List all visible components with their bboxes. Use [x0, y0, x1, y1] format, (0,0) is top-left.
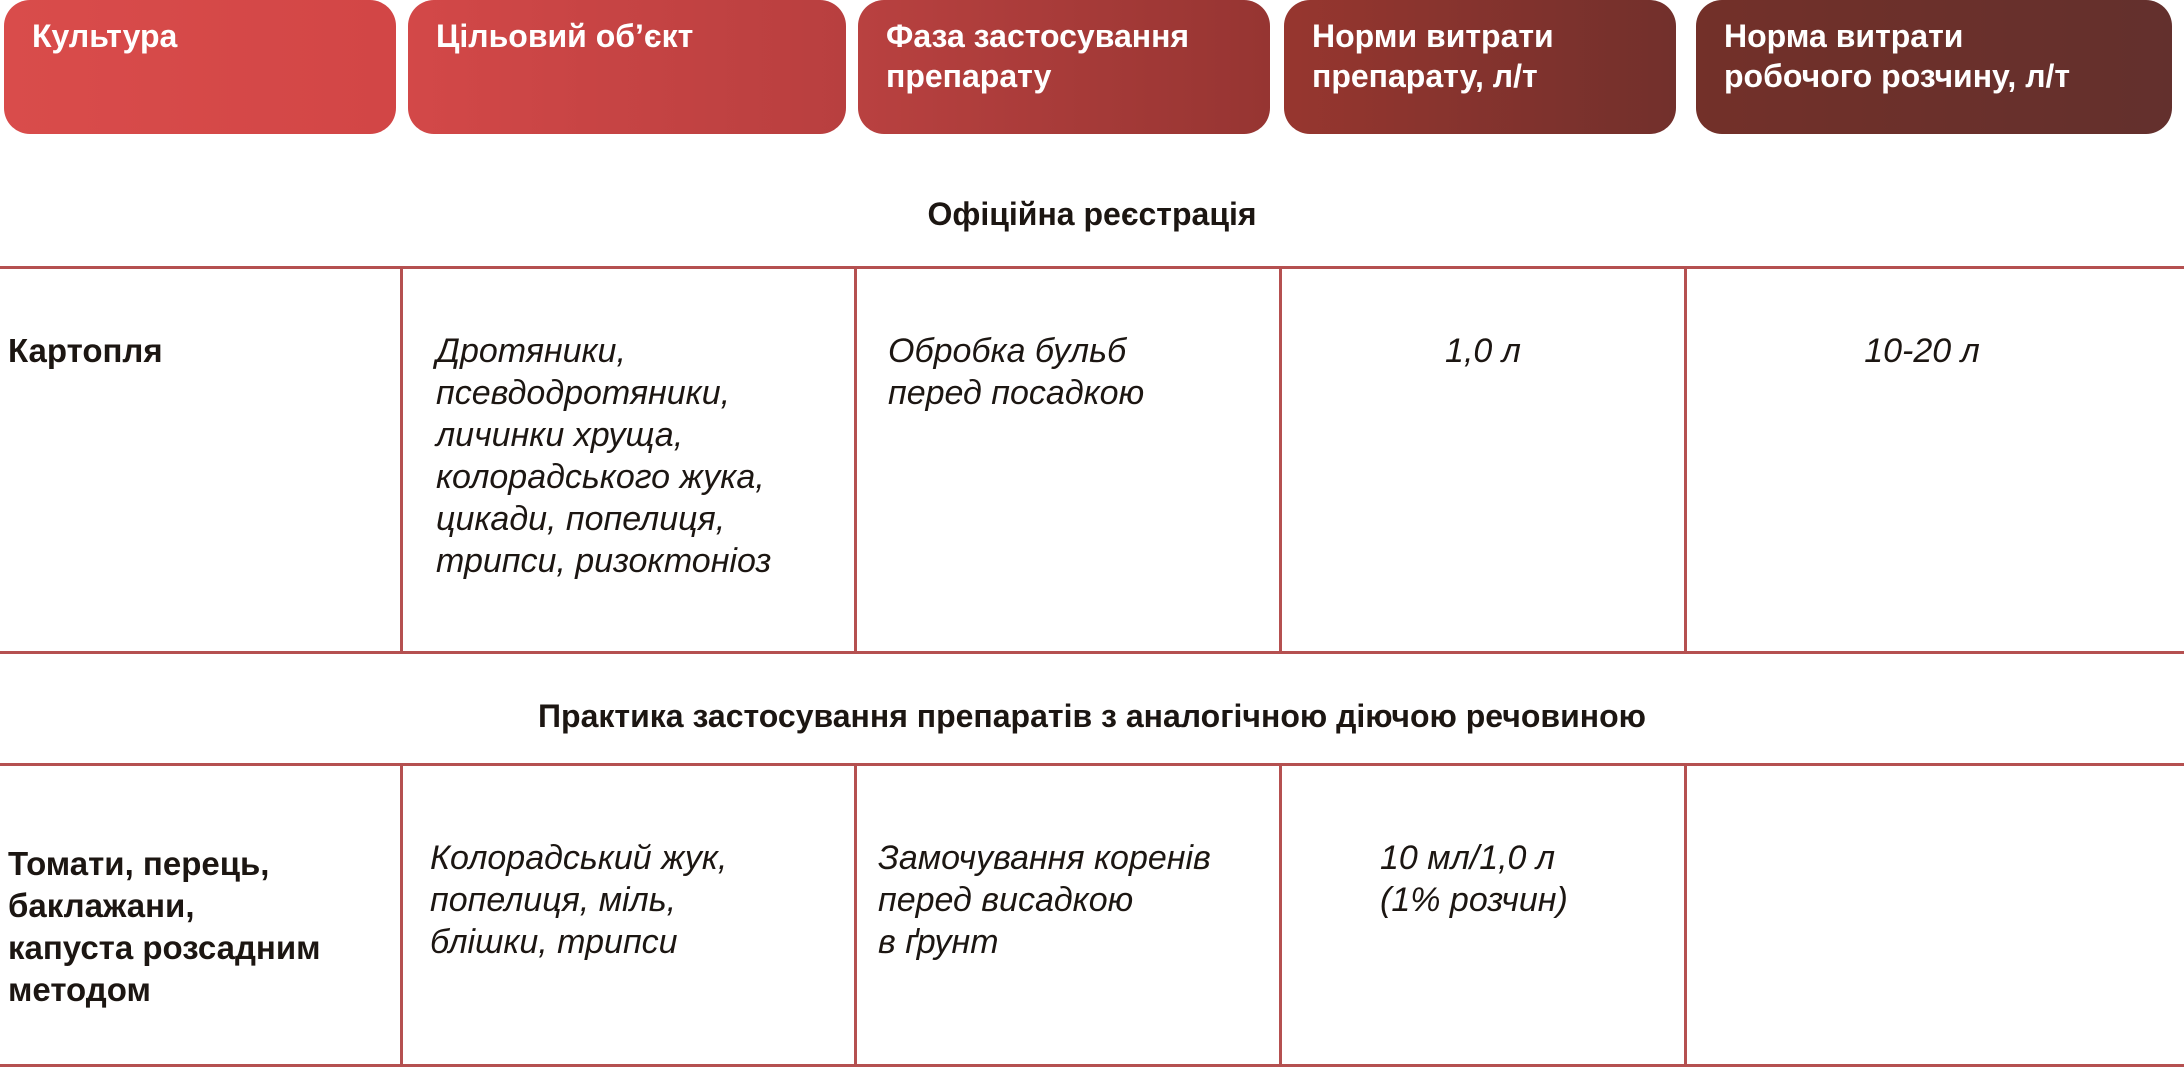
- table-cell-target: Колорадський жук, попелиця, міль, блішки, трипси: [430, 839, 728, 961]
- column-divider: [1684, 268, 1687, 652]
- divider: [0, 266, 2184, 269]
- column-divider: [1279, 765, 1282, 1067]
- table-header: [0, 0, 2184, 136]
- table-cell-culture: Картопля: [8, 332, 163, 369]
- table-cell-phase: Замочування коренів перед висадкою в ґрунт: [878, 839, 1211, 961]
- table-cell-culture: Томати, перець, баклажани, капуста розсадним методом: [8, 845, 321, 1008]
- column-divider: [1279, 268, 1282, 652]
- table-cell-norm-solution: 10-20 л: [1864, 332, 1980, 370]
- column-divider: [1684, 765, 1687, 1067]
- section-title-official: Офіційна реєстрація: [927, 196, 1257, 232]
- table-cell-target: Дротяники, псевдодротяники, личинки хруща, колорадського жука, цикади, попелиця, трипси, ризоктоніоз: [436, 332, 772, 580]
- divider: [0, 763, 2184, 766]
- header-culture: Культура: [4, 0, 396, 134]
- header-norm-drug: Норми витрати препарату, л/т: [1284, 0, 1676, 134]
- column-divider: [400, 268, 403, 652]
- column-divider: [854, 268, 857, 652]
- divider: [0, 651, 2184, 654]
- table-cell-norm-drug: 1,0 л: [1445, 332, 1521, 370]
- table-cell-norm-drug: 10 мл/1,0 л (1% розчин): [1380, 839, 1568, 919]
- header-target: Цільовий об’єкт: [408, 0, 846, 134]
- header-norm-solution: Норма витрати робочого розчину, л/т: [1696, 0, 2172, 134]
- divider: [0, 1064, 2184, 1067]
- column-divider: [854, 765, 857, 1067]
- header-phase: Фаза застосування препарату: [858, 0, 1270, 134]
- table-cell-phase: Обробка бульб перед посадкою: [888, 332, 1145, 412]
- section-title-practice: Практика застосування препаратів з аналогічною діючою речовиною: [538, 698, 1646, 734]
- column-divider: [400, 765, 403, 1067]
